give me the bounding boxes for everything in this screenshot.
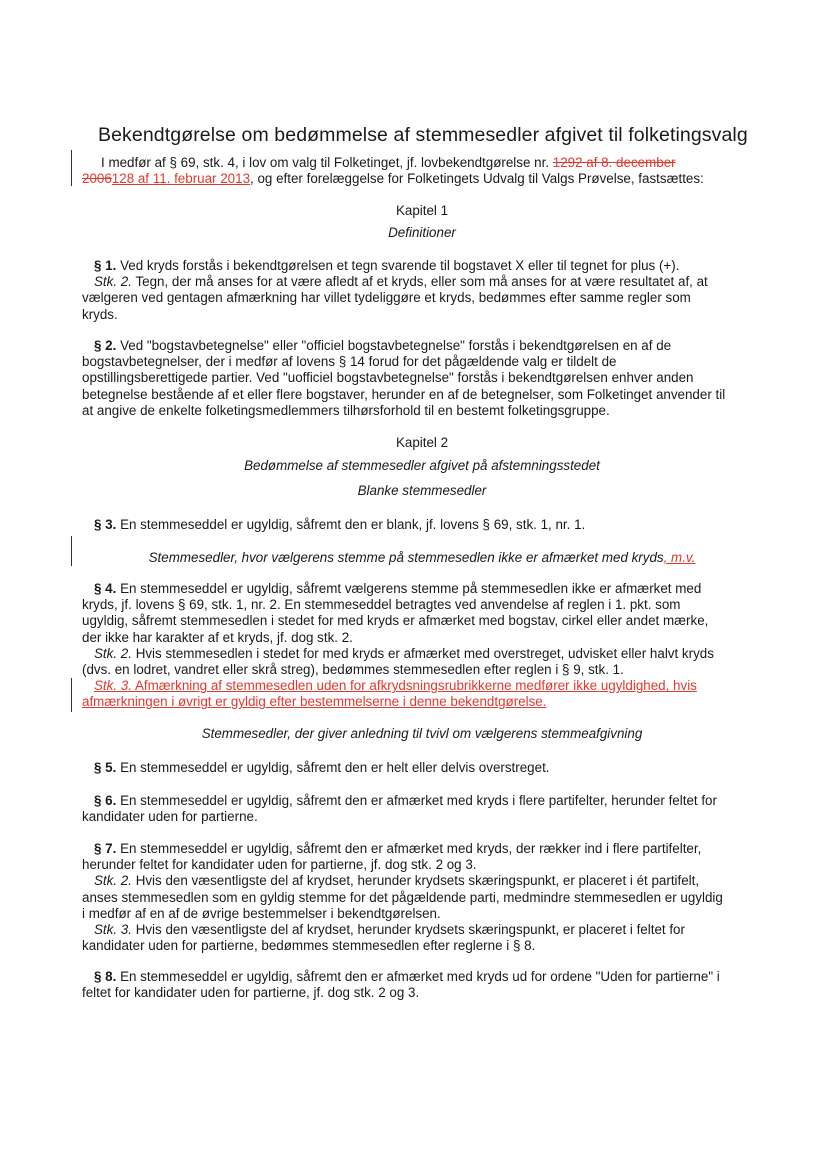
paragraph-1-line-4: kryds.: [82, 306, 118, 322]
document-title: Bekendtgørelse om bedømmelse af stemmesedler afgivet til folketingsvalg: [98, 124, 748, 146]
paragraph-8: [82, 969, 762, 1001]
paragraph-7-line-3: Hvis den væsentligste del af krydset, herunder krydsets skæringspunkt, er placeret i ét partifelt,: [131, 873, 700, 889]
paragraph-2-line-2: bogstavbetegnelser, der i medfør af lovens § 14 forud for det pågældende valg er tildelt de: [82, 354, 617, 370]
paragraph-4-line-7: Afmærkning af stemmesedlen uden for afkrydsningsrubrikkerne medfører ikke ugyldighed, hvis: [131, 678, 697, 694]
chapter-2-subheading: Bedømmelse af stemmesedler afgivet på afstemningsstedet: [244, 458, 600, 473]
preamble-text-1: I medfør af § 69, stk. 4, i lov om valg til Folketinget, jf. lovbekendtgørelse nr.: [101, 155, 553, 170]
paragraph-3-line-1: En stemmeseddel er ugyldig, såfremt den er blank, jf. lovens § 69, stk. 1, nr. 1.: [116, 517, 586, 532]
paragraph-2: [82, 338, 762, 419]
preamble: [82, 155, 761, 187]
paragraph-8-number: § 8.: [94, 969, 117, 984]
paragraph-4-line-2: kryds, jf. lovens § 69, stk. 1, nr. 2. En stemmeseddel betragtes ved anvendelse af reglen i 1. pkt. som: [82, 597, 681, 613]
paragraph-4-line-8: afmærkningen i øvrigt er gyldig efter bestemmelserne i denne bekendtgørelse.: [82, 694, 547, 710]
paragraph-6: [82, 793, 762, 825]
paragraph-4-stk2: Stk. 2.: [94, 645, 132, 661]
paragraph-7-line-7: kandidater uden for partierne, bedømmes stemmesedlen efter reglerne i § 8.: [82, 938, 536, 954]
paragraph-2-line-1: Ved "bogstavbetegnelse" eller "officiel bogstavbetegnelse" forstås i bekendtgørelsen en af de: [116, 338, 672, 353]
paragraph-4-line-4: der ikke har karakter af et kryds, jf. dog stk. 2.: [82, 629, 353, 645]
paragraph-4-number: § 4.: [94, 581, 117, 596]
paragraph-8-line-1: En stemmeseddel er ugyldig, såfremt den er afmærket med kryds ud for ordene "Uden for partierne" i: [116, 969, 720, 984]
paragraph-7-line-1: En stemmeseddel er ugyldig, såfremt den er afmærket med kryds, der rækker ind i flere partifelter,: [116, 841, 702, 856]
section-not-marked-with-cross: [82, 550, 762, 565]
paragraph-5-line-1: En stemmeseddel er ugyldig, såfremt den er helt eller delvis overstreget.: [116, 760, 550, 775]
paragraph-6-line-1: En stemmeseddel er ugyldig, såfremt den er afmærket med kryds i flere partifelter, herunder feltet for: [116, 793, 717, 808]
preamble-deleted-1: 1292 af 8. december: [552, 155, 676, 170]
paragraph-3: [82, 517, 762, 533]
paragraph-7-stk3: Stk. 3.: [94, 922, 132, 938]
paragraph-4-line-1: En stemmeseddel er ugyldig, såfremt vælgerens stemme på stemmesedlen ikke er afmærket med: [116, 581, 702, 596]
paragraph-5: [82, 760, 762, 776]
paragraph-3-number: § 3.: [94, 517, 117, 532]
section-blank-ballots: Blanke stemmesedler: [357, 483, 487, 498]
paragraph-4-line-5: Hvis stemmesedlen i stedet for med kryds er afmærket med overstreget, udvisket eller halvt kryds: [131, 645, 714, 661]
paragraph-8-line-2: feltet for kandidater uden for partierne, jf. dog stk. 2 og 3.: [82, 985, 420, 1001]
paragraph-7-line-2: herunder feltet for kandidater uden for partierne, jf. dog stk. 2 og 3.: [82, 857, 477, 873]
paragraph-2-line-3: opstillingsberettigede partier. Ved "uofficiel bogstavbetegnelse" forstås i bekendtgørelsen enhver anden: [82, 370, 694, 386]
preamble-text-2: , og efter forelæggelse for Folketingets Udvalg til Valgs Prøvelse, fastsættes:: [250, 171, 704, 187]
section-2-inserted: , m.v.: [663, 550, 696, 565]
paragraph-5-number: § 5.: [94, 760, 117, 775]
paragraph-4-stk3: Stk. 3.: [94, 678, 132, 694]
paragraph-7-line-4: anses stemmesedlen som en gyldig stemme for det pågældende parti, medmindre stemmesedlen er ugyldig: [82, 889, 723, 905]
paragraph-6-number: § 6.: [94, 793, 117, 808]
paragraph-1-line-2: Tegn, der må anses for at være afledt af et kryds, eller som må anses for at være resultatet af, at: [131, 274, 708, 290]
paragraph-2-line-5: at angive de enkelte folketingsmedlemmers tilhørsforhold til en bestemt folketingsgruppe.: [82, 402, 610, 418]
paragraph-1-line-3: vælgeren ved gentagen afmærkning har villet tydeliggøre et kryds, bedømmes efter samme regler som: [82, 290, 691, 306]
paragraph-7-number: § 7.: [94, 841, 117, 856]
paragraph-4-line-6: (dvs. en lodret, vandret eller skrå streg), bedømmes stemmesedlen efter reglen i § 9, stk. 1.: [82, 662, 624, 678]
paragraph-1: [82, 258, 762, 323]
paragraph-2-number: § 2.: [94, 338, 117, 353]
paragraph-7-line-5: i medfør af en af de øvrige bestemmelser i bekendtgørelsen.: [82, 905, 441, 921]
paragraph-4: [82, 581, 762, 711]
paragraph-2-line-4: betegnelse bestående af et eller flere bogstaver, herunder en af de betegnelser, som Folketinget anvender til: [82, 386, 726, 402]
paragraph-1-stk2: Stk. 2.: [94, 274, 132, 290]
section-doubtful-ballots: Stemmesedler, der giver anledning til tvivl om vælgerens stemmeafgivning: [201, 726, 643, 741]
paragraph-6-line-2: kandidater uden for partierne.: [82, 809, 258, 825]
section-2-text: Stemmesedler, hvor vælgerens stemme på stemmesedlen ikke er afmærket med kryds: [148, 550, 664, 565]
revision-bar-stk3: [71, 678, 72, 712]
paragraph-1-number: § 1.: [94, 258, 117, 273]
chapter-2-heading: Kapitel 2: [395, 435, 449, 450]
paragraph-1-line-1: Ved kryds forstås i bekendtgørelsen et tegn svarende til bogstavet X eller til tegnet for plus (+).: [116, 258, 680, 273]
paragraph-4-line-3: ugyldig, såfremt stemmesedlen i stedet for med kryds er afmærket med bogstav, cirkel eller andet mærke,: [82, 613, 709, 629]
preamble-deleted-2: 2006: [82, 171, 112, 187]
preamble-inserted: 128 af 11. februar 2013: [111, 171, 251, 187]
chapter-1-subheading: Definitioner: [388, 225, 456, 240]
revision-bar-preamble: [71, 150, 72, 186]
paragraph-7-line-6: Hvis den væsentligste del af krydset, herunder krydsets skæringspunkt, er placeret i feltet for: [131, 922, 685, 938]
paragraph-7-stk2: Stk. 2.: [94, 873, 132, 889]
chapter-1-heading: Kapitel 1: [395, 203, 449, 218]
paragraph-7: [82, 841, 762, 954]
revision-bar-section: [71, 536, 72, 566]
